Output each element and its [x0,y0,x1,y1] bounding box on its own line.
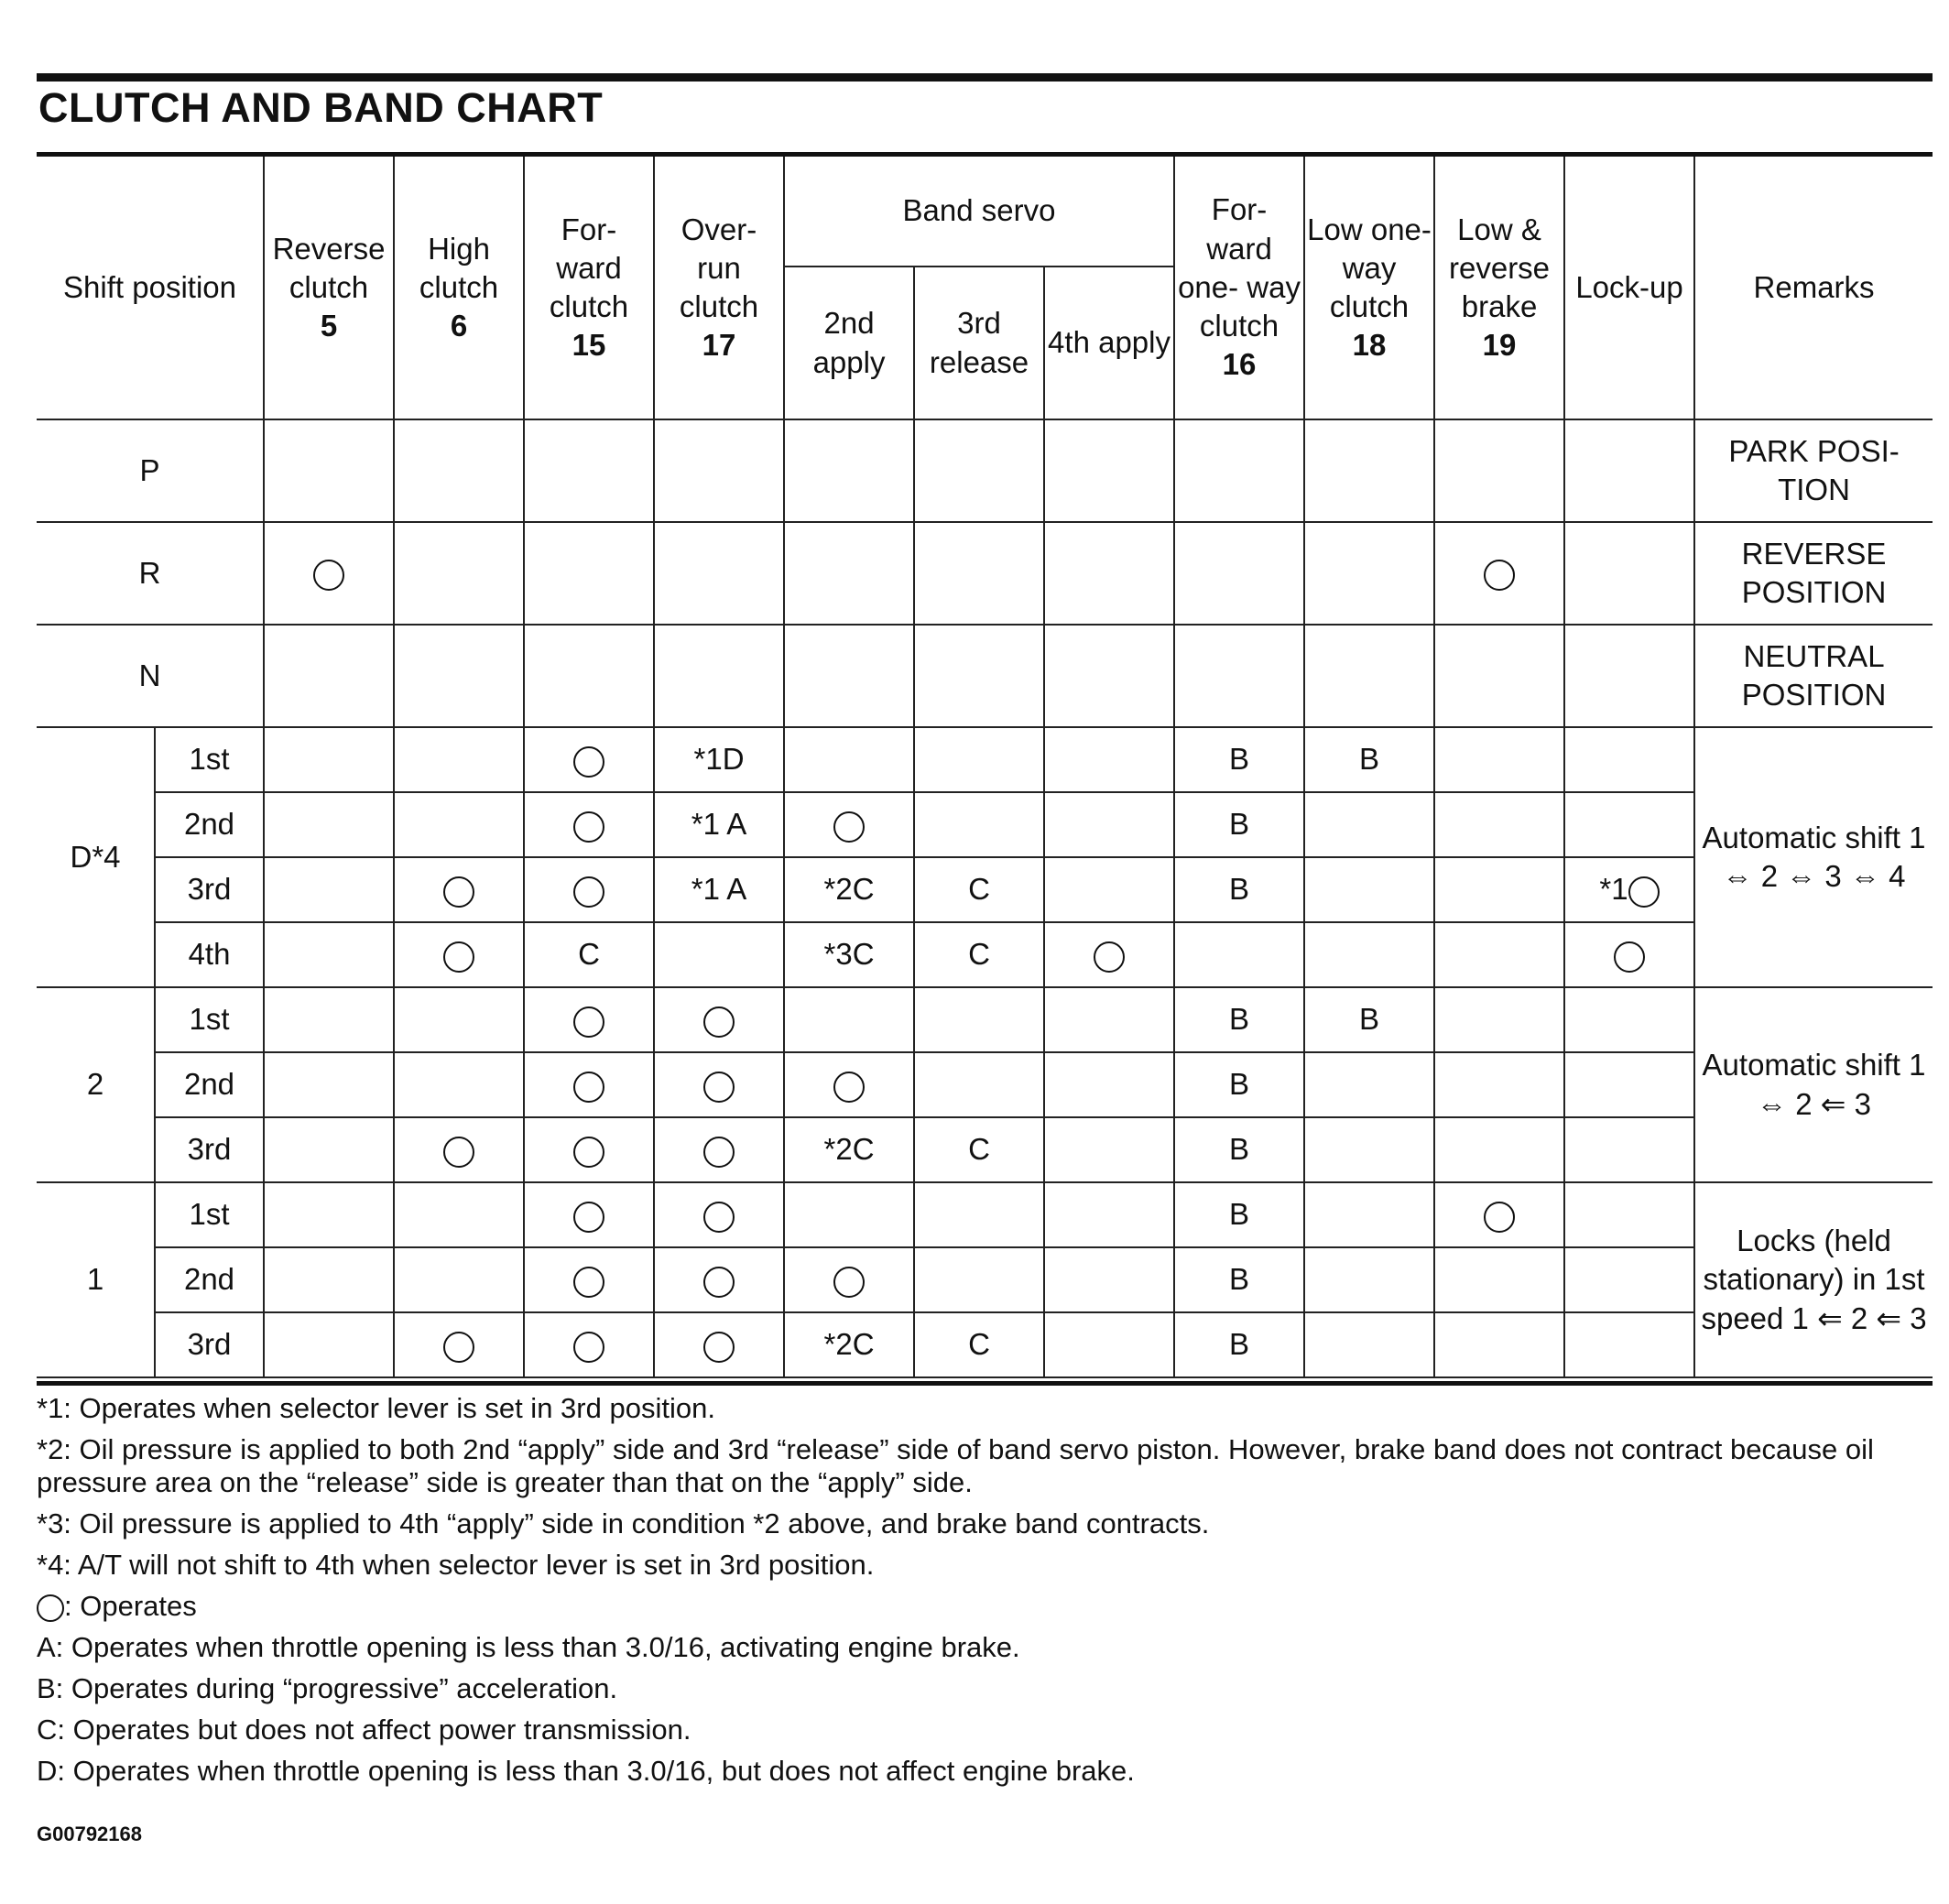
gear-label: 3rd [155,1117,264,1182]
gear-label: 1st [155,1182,264,1247]
row-1-2nd [37,1247,1933,1312]
operates-circle-icon [573,1072,604,1103]
operates-circle-icon [1614,941,1645,973]
row-p [37,419,1933,522]
operates-circle-icon [573,1267,604,1298]
header-2nd-apply: 2nd apply [784,267,914,419]
cell-mark: B [1174,987,1304,1052]
shift-p: P [37,419,264,522]
gear-label: 2nd [155,792,264,857]
cell-mark: *1 A [654,857,784,922]
operates-circle-icon [573,1202,604,1233]
operates-circle-icon [703,1267,735,1298]
operates-circle-icon [443,941,474,973]
row-1-1st [37,1182,1933,1247]
page-title: CLUTCH AND BAND CHART [38,84,604,131]
shift-n: N [37,625,264,727]
header-4th-apply: 4th apply [1044,267,1174,419]
operates-circle-icon [703,1202,735,1233]
header-low-reverse-brake: Low & reverse brake 19 [1434,157,1564,419]
operates-circle-icon [313,560,344,591]
header-forward-oneway-clutch: For- ward one- way clutch 16 [1174,157,1304,419]
gear-label: 3rd [155,1312,264,1377]
operates-circle-icon [37,1594,64,1622]
cell-mark: B [1304,727,1434,792]
remark-1: Locks (held stationary) in 1st speed 1 ⇐ 2 ⇐ 3 [1694,1182,1933,1377]
operates-circle-icon [703,1006,735,1038]
cell-lockup-note: *1 [1564,857,1694,922]
operates-circle-icon [443,1332,474,1363]
header-3rd-release: 3rd release [914,267,1044,419]
remark-d4: Automatic shift 1 ⇔ 2 ⇔ 3 ⇔ 4 [1694,727,1933,987]
operates-circle-icon [703,1137,735,1168]
operates-circle-icon [573,811,604,843]
footnote: *2: Oil pressure is applied to both 2nd “apply” side and 3rd “release” side of band servo piston. However, brake band does not contract because oil pressure area on the “release” side is greater than that on the “apply” side. [37,1432,1874,1498]
top-rule [37,73,1933,82]
shift-r: R [37,522,264,625]
cell-mark: C [914,1117,1044,1182]
operates-circle-icon [573,1332,604,1363]
header-overrun-clutch: Over- run clutch 17 [654,157,784,419]
clutch-band-table [37,157,1933,1378]
row-d4-1st [37,727,1933,792]
footnote: *3: Oil pressure is applied to 4th “apply” side in condition *2 above, and brake band contracts. [37,1507,1210,1540]
cell-mark: B [1304,987,1434,1052]
row-d4-4th [37,922,1933,987]
operates-circle-icon [1094,941,1125,973]
row-2-2nd [37,1052,1933,1117]
remark-n: NEUTRAL POSITION [1694,625,1933,727]
row-d4-3rd [37,857,1933,922]
gear-label: 3rd [155,857,264,922]
header-low-oneway-clutch: Low one- way clutch 18 [1304,157,1434,419]
cell-mark: *1D [654,727,784,792]
header-remarks: Remarks [1694,157,1933,419]
operates-circle-icon [443,876,474,908]
footnote: A: Operates when throttle opening is less than 3.0/16, activating engine brake. [37,1630,1020,1663]
row-d4-2nd [37,792,1933,857]
header-high-clutch: High clutch 6 [394,157,524,419]
operates-circle-icon [1628,876,1660,908]
gear-label: 2nd [155,1247,264,1312]
cell-mark: C [524,922,654,987]
gear-label: 2nd [155,1052,264,1117]
bottom-rule [37,1381,1933,1386]
cell-mark: C [914,922,1044,987]
cell-mark: *2C [784,1117,914,1182]
shift-2: 2 [37,987,155,1182]
operates-circle-icon [1484,560,1515,591]
cell-mark: C [914,1312,1044,1377]
footnote: B: Operates during “progressive” acceleration. [37,1671,618,1704]
gear-label: 4th [155,922,264,987]
cell-mark: *3C [784,922,914,987]
footnote: *1: Operates when selector lever is set in 3rd position. [37,1392,715,1424]
gear-label: 1st [155,727,264,792]
cell-mark: B [1174,1052,1304,1117]
row-1-3rd [37,1312,1933,1377]
row-2-1st [37,987,1933,1052]
operates-circle-icon [833,1072,865,1103]
row-2-3rd [37,1117,1933,1182]
cell-mark: B [1174,1247,1304,1312]
operates-circle-icon [443,1137,474,1168]
operates-circle-icon [833,811,865,843]
cell-mark: B [1174,727,1304,792]
cell-mark: B [1174,792,1304,857]
operates-circle-icon [833,1267,865,1298]
shift-1: 1 [37,1182,155,1377]
header-band-servo: Band servo [784,157,1174,267]
footnote-legend: : Operates [37,1590,1942,1623]
header-lockup: Lock-up [1564,157,1694,419]
header-row-top [37,157,1933,267]
operates-circle-icon [573,1006,604,1038]
footnote: *4: A/T will not shift to 4th when selector lever is set in 3rd position. [37,1548,875,1581]
operates-circle-icon [1484,1202,1515,1233]
cell-mark: B [1174,1312,1304,1377]
remark-r: REVERSE POSITION [1694,522,1933,625]
cell-mark: B [1174,857,1304,922]
operates-circle-icon [703,1332,735,1363]
remark-p: PARK POSI- TION [1694,419,1933,522]
header-reverse-clutch: Reverse clutch 5 [264,157,394,419]
row-r [37,522,1933,625]
footnotes [37,1392,1942,1796]
row-n [37,625,1933,727]
cell-mark: *1 A [654,792,784,857]
cell-mark: *2C [784,857,914,922]
cell-mark: B [1174,1117,1304,1182]
cell-mark: B [1174,1182,1304,1247]
footnote: D: Operates when throttle opening is less than 3.0/16, but does not affect engine brake. [37,1754,1135,1787]
shift-d4: D*4 [37,727,155,987]
remark-2: Automatic shift 1 ⇔ 2 ⇐ 3 [1694,987,1933,1182]
footnote: C: Operates but does not affect power transmission. [37,1713,691,1746]
operates-circle-icon [703,1072,735,1103]
operates-circle-icon [573,746,604,778]
operates-circle-icon [573,1137,604,1168]
header-shift-position: Shift position [37,157,264,419]
header-forward-clutch: For- ward clutch 15 [524,157,654,419]
gear-label: 1st [155,987,264,1052]
cell-mark: C [914,857,1044,922]
cell-mark: *2C [784,1312,914,1377]
figure-code: G00792168 [37,1822,142,1845]
operates-circle-icon [573,876,604,908]
